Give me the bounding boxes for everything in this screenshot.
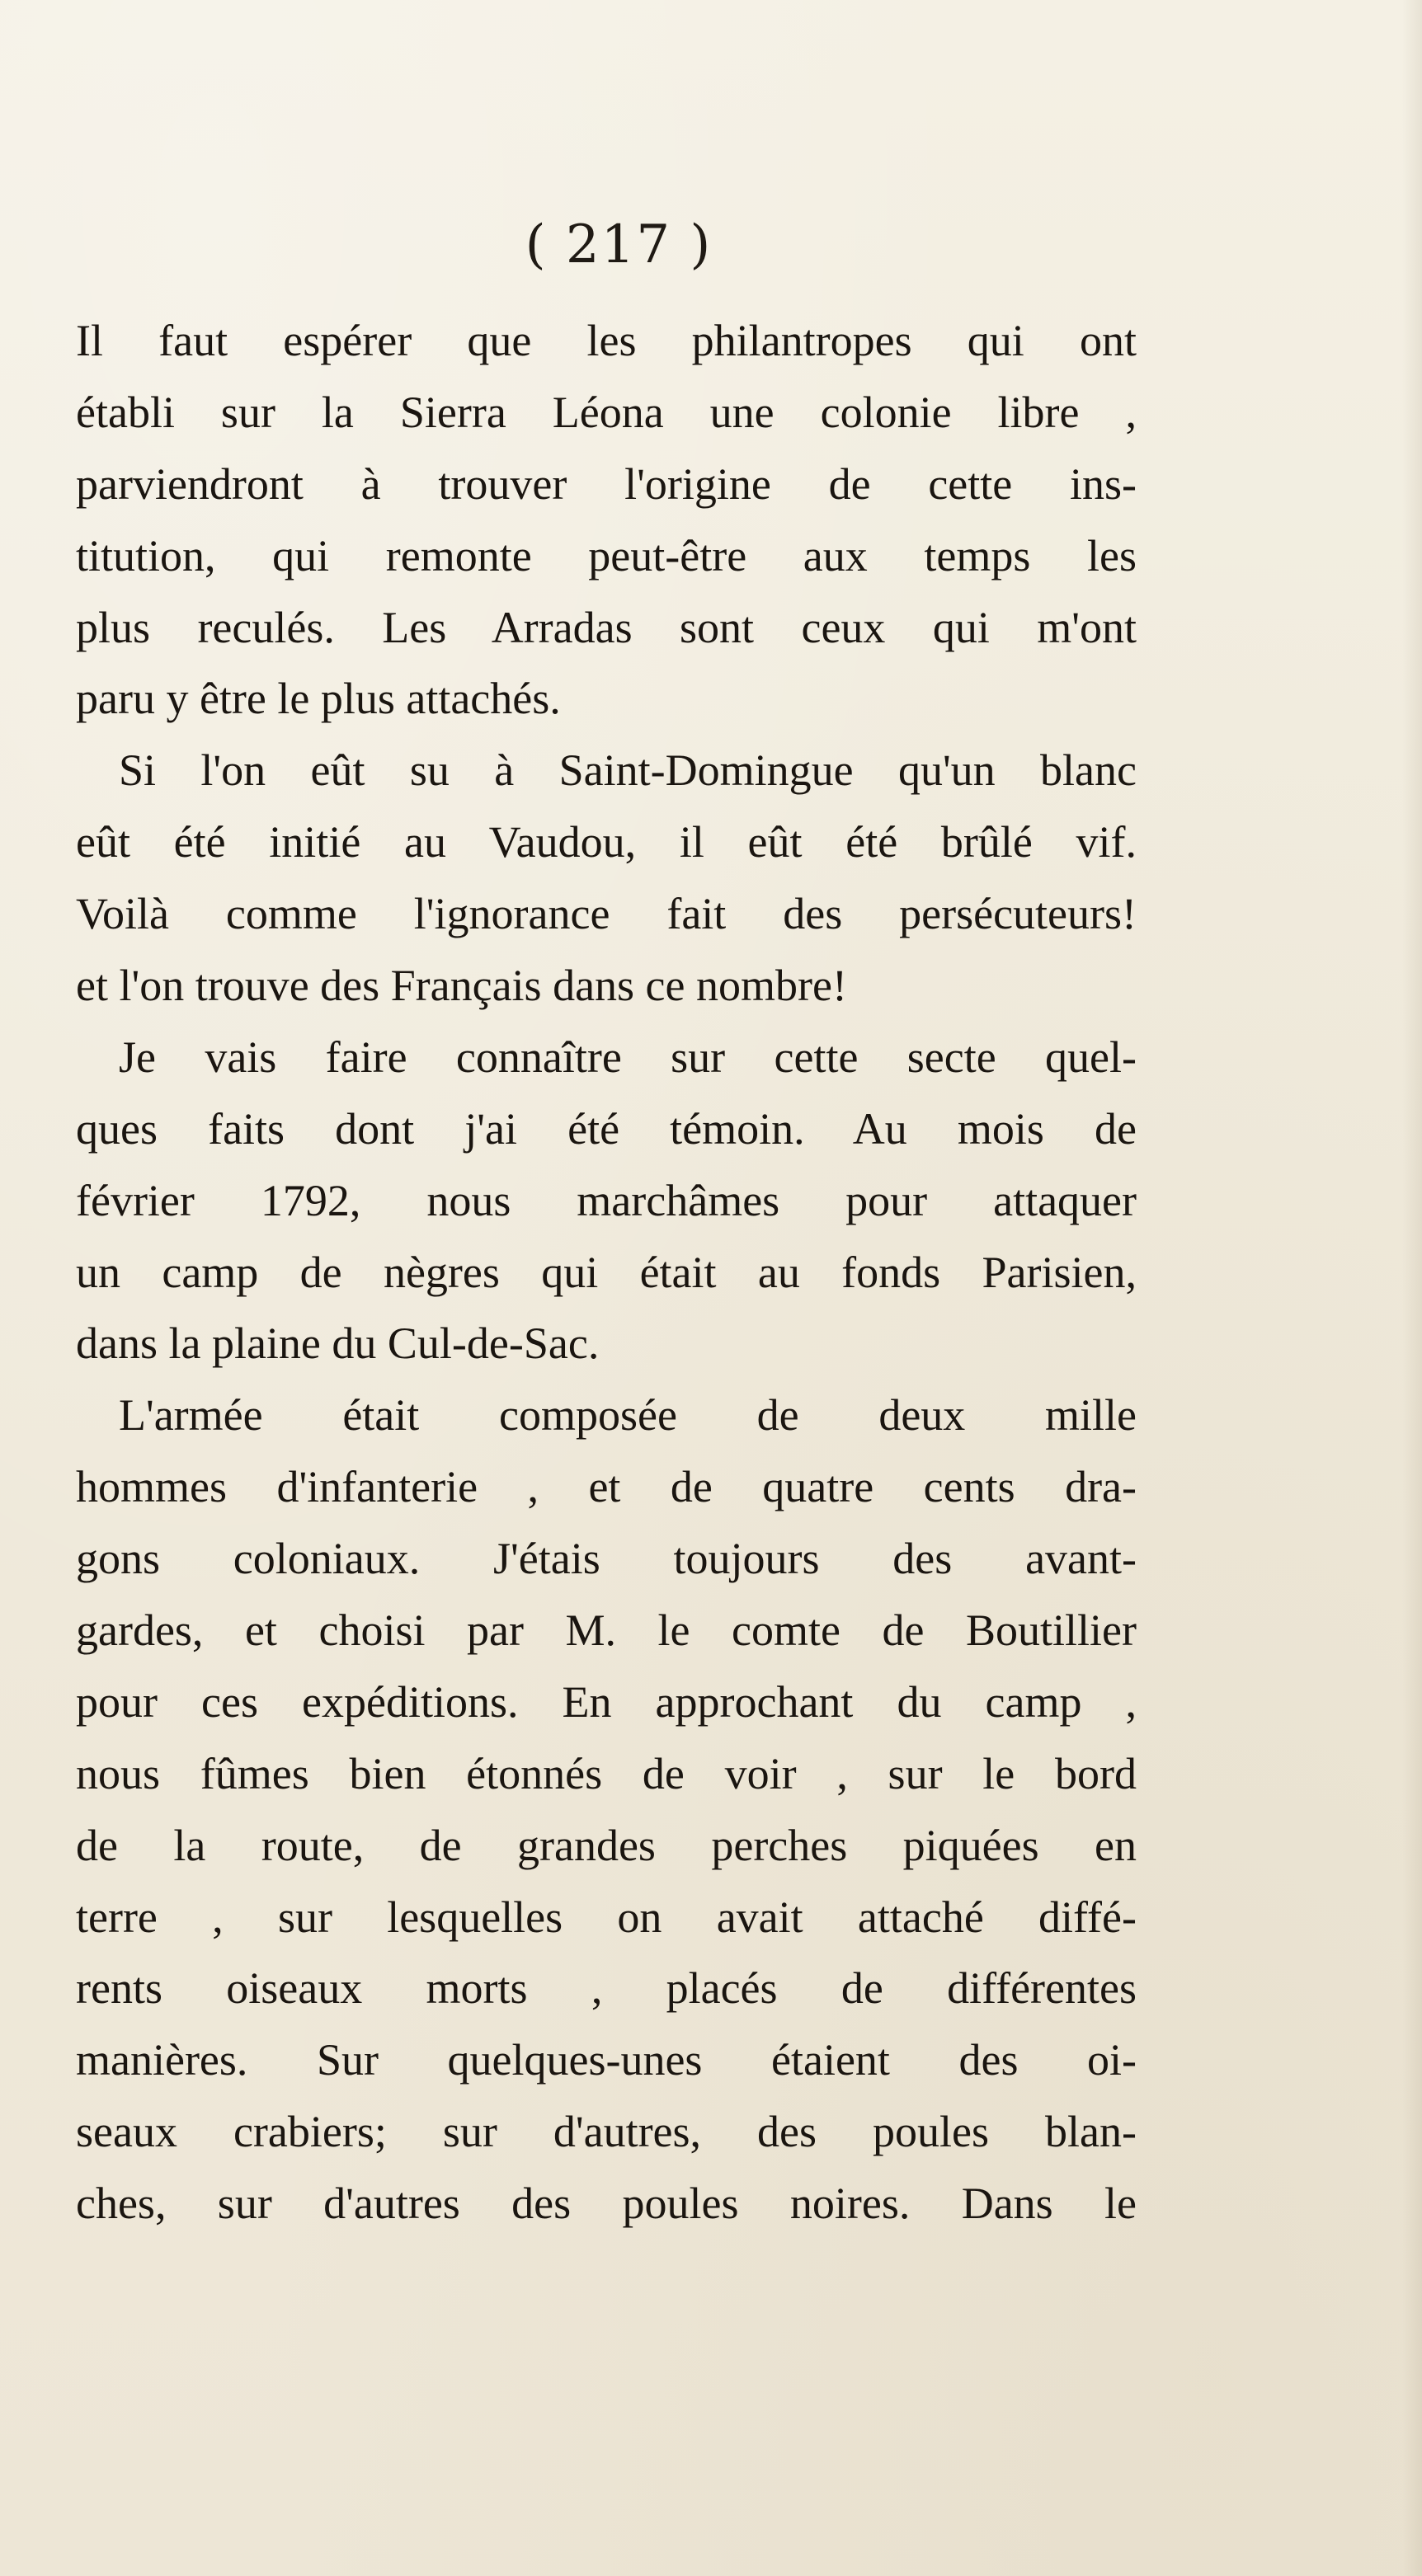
text-line: nous fûmes bien étonnés de voir , sur le bord xyxy=(76,1748,1137,1798)
text-line: titution, qui remonte peut-être aux temps les xyxy=(76,530,1137,581)
text-line: établi sur la Sierra Léona une colonie libre , xyxy=(76,387,1137,437)
text-line: plus reculés. Les Arradas sont ceux qui m'ont xyxy=(76,602,1137,652)
text-line: eût été initié au Vaudou, il eût été brûlé vif. xyxy=(76,817,1137,867)
page-body-text xyxy=(76,305,1137,2240)
text-line: dans la plaine du Cul-de-Sac. xyxy=(76,1319,600,1369)
text-line: ches, sur d'autres des poules noires. Dans le xyxy=(76,2179,1137,2229)
text-line: gardes, et choisi par M. le comte de Boutillier xyxy=(76,1605,1137,1656)
text-line: de la route, de grandes perches piquées en xyxy=(76,1820,1137,1870)
text-line: L'armée était composée de deux mille xyxy=(119,1390,1137,1441)
text-line: Voilà comme l'ignorance fait des persécuteurs! xyxy=(76,889,1137,939)
text-line: seaux crabiers; sur d'autres, des poules blan- xyxy=(76,2107,1137,2157)
text-line: ques faits dont j'ai été témoin. Au mois de xyxy=(76,1103,1137,1154)
text-line: rents oiseaux morts , placés de différentes xyxy=(76,1963,1137,2014)
page-edge-shadow xyxy=(1402,0,1422,2576)
text-line: un camp de nègres qui était au fonds Parisien, xyxy=(76,1247,1137,1297)
page-number: ( 217 ) xyxy=(525,214,713,275)
text-line: pour ces expéditions. En approchant du camp , xyxy=(76,1676,1137,1727)
text-line: Il faut espérer que les philantropes qui ont xyxy=(76,316,1137,365)
text-line: gons coloniaux. J'étais toujours des avant- xyxy=(76,1534,1137,1584)
text-line: Je vais faire connaître sur cette secte quel- xyxy=(119,1032,1137,1082)
text-line: paru y être le plus attachés. xyxy=(76,674,561,724)
text-line: terre , sur lesquelles on avait attaché diffé- xyxy=(76,1892,1137,1942)
text-line: Si l'on eût su à Saint-Domingue qu'un blanc xyxy=(119,745,1137,796)
text-line: hommes d'infanterie , et de quatre cents dra- xyxy=(76,1462,1137,1512)
text-line: manières. Sur quelques-unes étaient des oi- xyxy=(76,2035,1137,2085)
text-line: février 1792, nous marchâmes pour attaquer xyxy=(76,1175,1137,1225)
text-line: et l'on trouve des Français dans ce nombre! xyxy=(76,961,847,1011)
text-line: parviendront à trouver l'origine de cette ins- xyxy=(76,458,1137,509)
